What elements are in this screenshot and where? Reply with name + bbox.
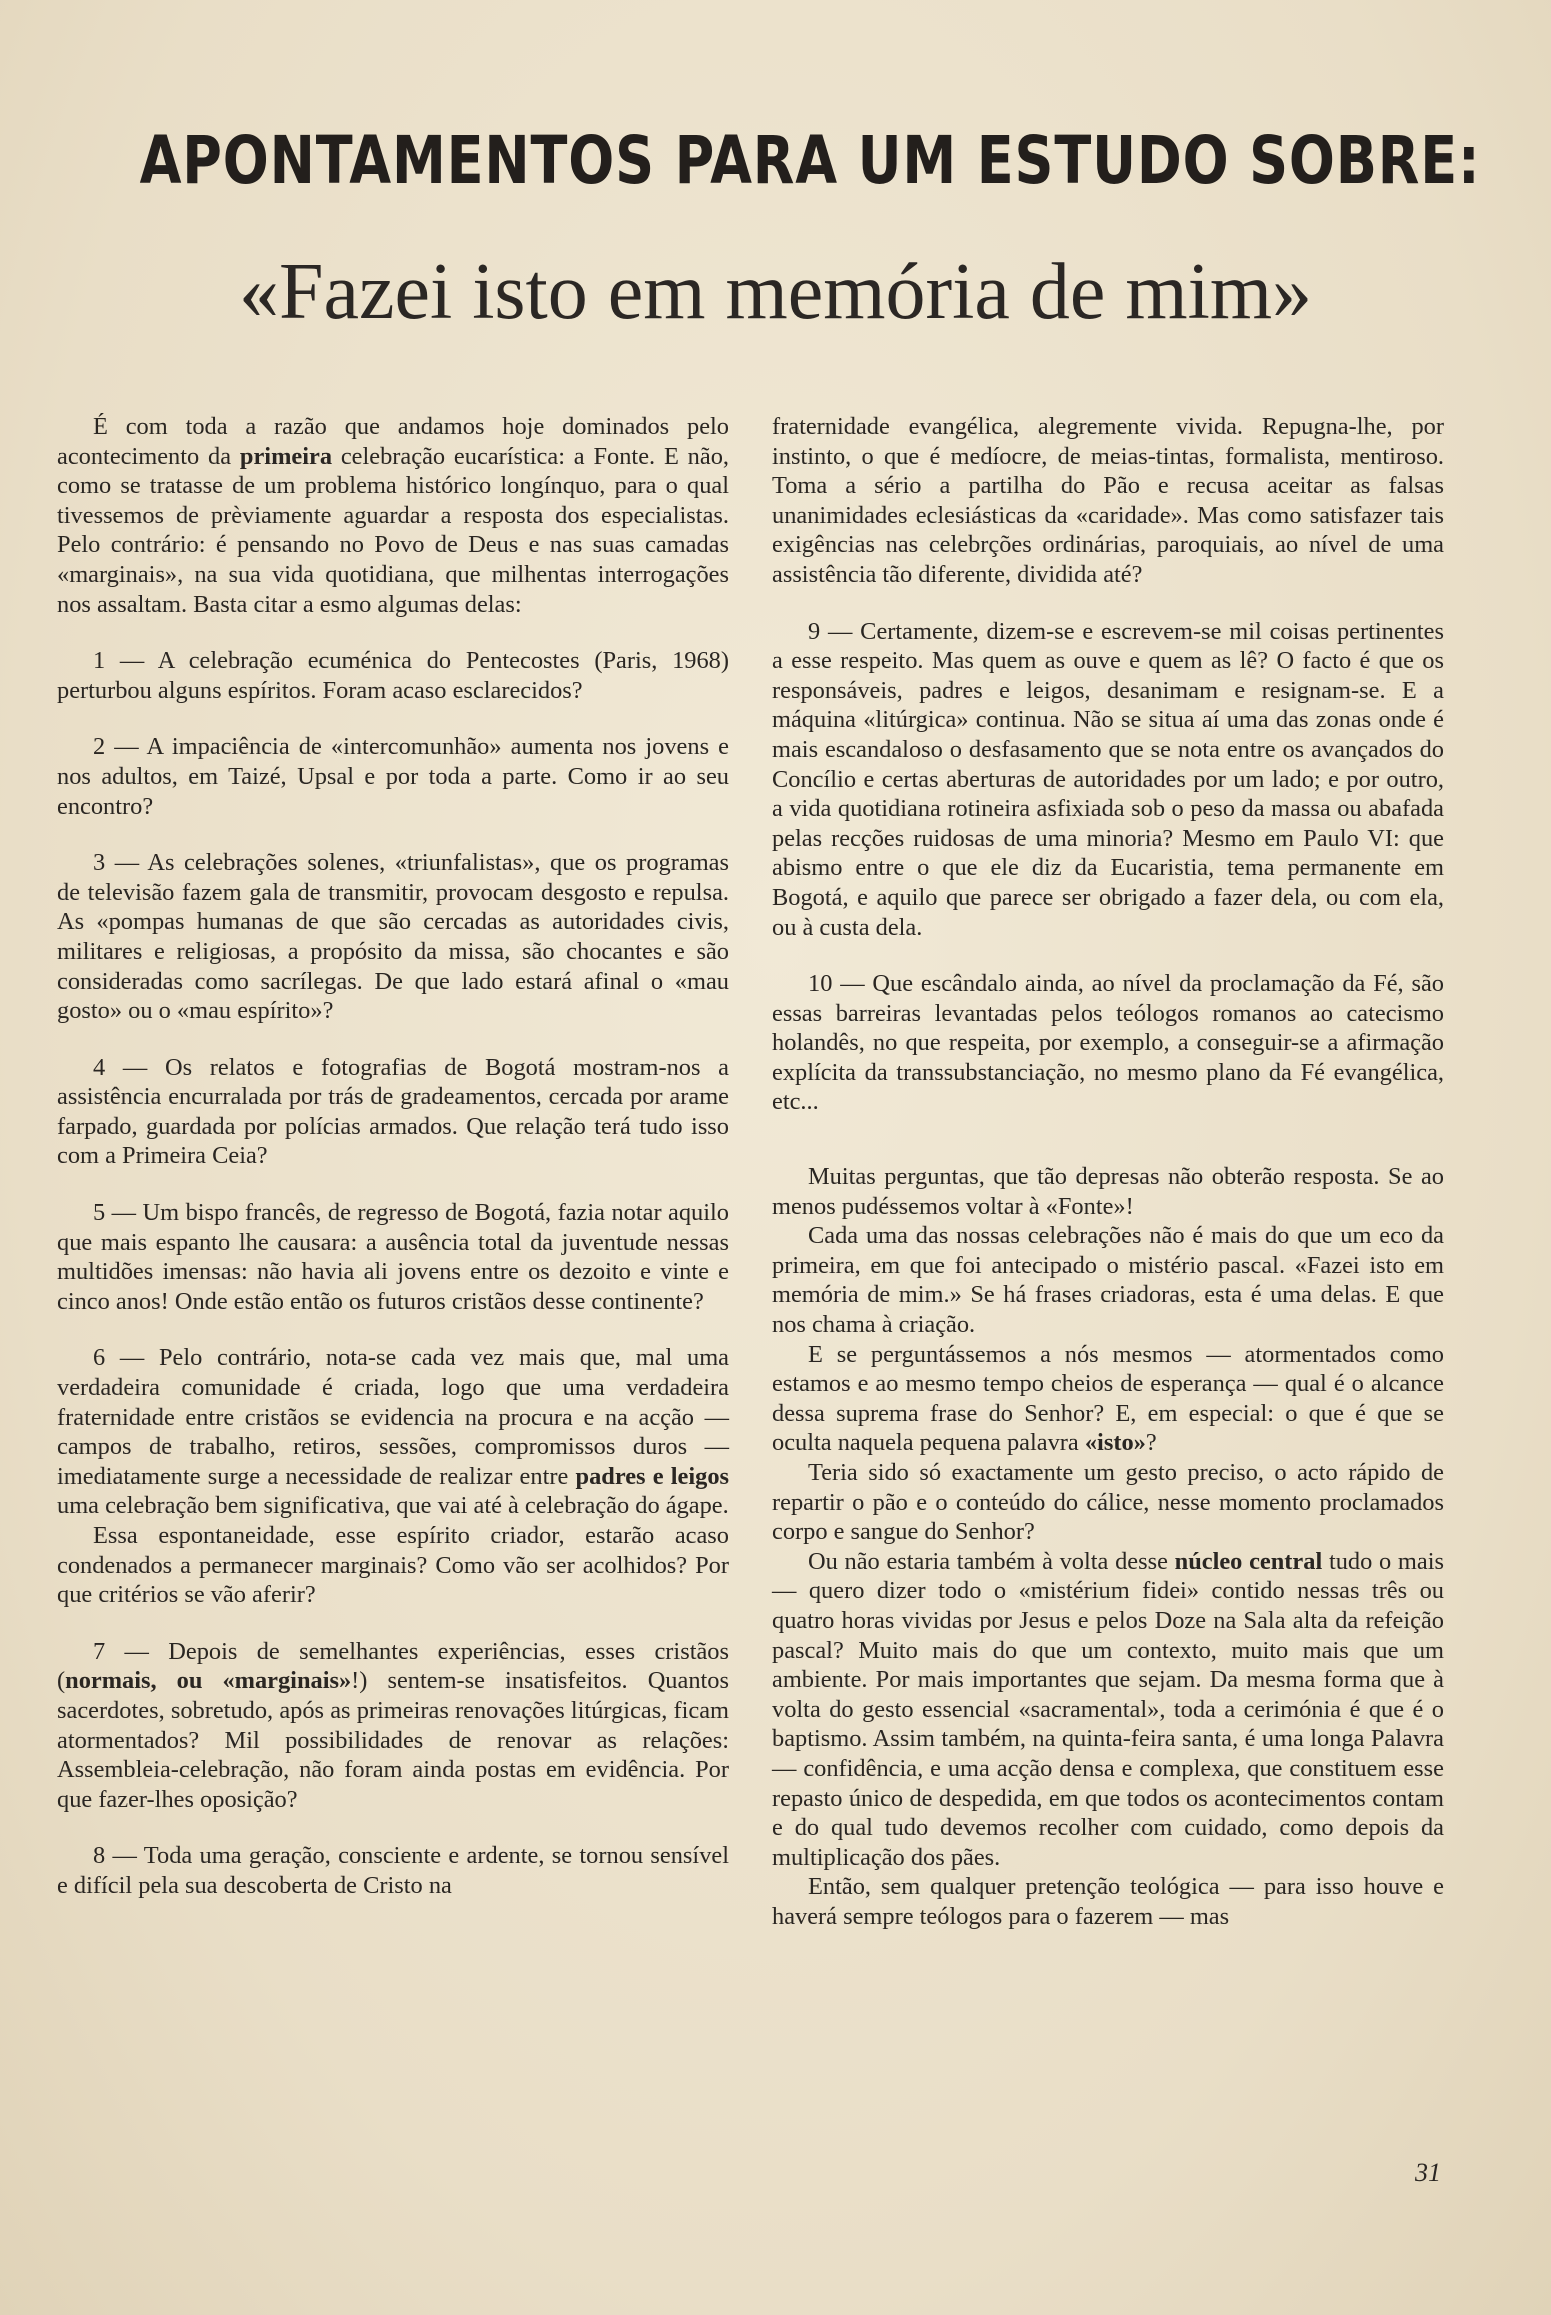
left-paragraph-10: 8 — Toda uma geração, consciente e ardente, se tornou sensível e difícil pela sua descoberta de Cristo na bbox=[57, 1842, 729, 1899]
left-column bbox=[57, 412, 729, 1901]
article-kicker: APONTAMENTOS PARA UM ESTUDO SOBRE: bbox=[139, 122, 1481, 199]
right-paragraph-2: 9 — Certamente, dizem-se e escrevem-se mil coisas pertinentes a esse respeito. Mas quem as ouve e quem as lê? O facto é que os responsáveis, padres e leigos, desanimam e resignam-se. E a máquina «litúrgica» continua. Não se situa aí uma das zonas onde é mais escandaloso o desfasamento que se nota entre os avançados do Concílio e certas aberturas de autoridades por um lado; e por outro, a vida quotidiana rotineira asfixiada sob o peso da massa ou abafada pelas recções ruidosas de uma minoria? Mesmo em Paulo VI: que abismo entre o que ele diz da Eucaristia, tema permanente em Bogotá, e aquilo que parece ser obrigado a fazer dela, ou com ela, ou à custa dela. bbox=[772, 617, 1444, 941]
left-paragraph-4: 3 — As celebrações solenes, «triunfalistas», que os programas de televisão fazem gala de transmitir, provocam desgosto e repulsa. As «pompas humanas de que são cercadas as autoridades civis, militares e religiosas, a propósito da missa, são chocantes e são consideradas como sacrílegas. De que lado estará afinal o «mau gosto» ou o «mau espírito»? bbox=[57, 849, 729, 1025]
right-column bbox=[772, 412, 1444, 1932]
left-paragraph-6: 5 — Um bispo francês, de regresso de Bogotá, fazia notar aquilo que mais espanto lhe causara: a ausência total da juventude nessas multidões imensas: não havia ali jovens entre os dezoito e vinte e cinco anos! Onde estão então os futuros cristãos desse continente? bbox=[57, 1199, 729, 1315]
left-paragraph-3: 2 — A impaciência de «intercomunhão» aumenta nos jovens e nos adultos, em Taizé, Upsal e por toda a parte. Como ir ao seu encontro? bbox=[57, 733, 729, 820]
left-paragraph-5: 4 — Os relatos e fotografias de Bogotá mostram-nos a assistência encurralada por trás de gradeamentos, cercada por arame farpado, guardada por polícias armados. Que relação terá tudo isso com a Primeira Ceia? bbox=[57, 1053, 729, 1170]
right-paragraph-1: fraternidade evangélica, alegremente vivida. Repugna-lhe, por instinto, o que é medíocre, de meias-tintas, formalista, mentiroso. Toma a sério a partilha do Pão e recusa aceitar as falsas unanimidades eclesiásticas da «caridade». Mas como satisfazer tais exigências nas celebrções ordinárias, paroquiais, ao nível de uma assistência tão diferente, dividida até? bbox=[772, 413, 1444, 588]
article-title: «Fazei isto em memória de mim» bbox=[238, 248, 1313, 336]
left-paragraph-8: Essa espontaneidade, esse espírito criador, estarão acaso condenados a permanecer marginais? Como vão ser acolhidos? Por que critérios se vão aferir? bbox=[57, 1522, 729, 1609]
right-paragraph-8: Ou não estaria também à volta desse núcleo central tudo o mais — quero dizer todo o «mistérium fidei» contido nessas três ou quatro horas vividas por Jesus e pelos Doze na Sala alta da refeição pascal? Muito mais do que um contexto, muito mais que um ambiente. Por mais importantes que sejam. Da mesma forma que à volta do gesto essencial «sacramental», toda a cerimónia é que é o baptismo. Assim também, na quinta-feira santa, é uma longa Palavra — confidência, e uma acção densa e complexa, que constituem esse repasto único de despedida, em que todos os acontecimentos contam e do qual tudo devemos recolher com cuidado, como depois da multiplicação dos pães. bbox=[772, 1547, 1444, 1871]
right-paragraph-6: E se perguntássemos a nós mesmos — atormentados como estamos e ao mesmo tempo cheios de esperança — qual é o alcance dessa suprema frase do Senhor? E, em especial: o que é que se oculta naquela pequena palavra «isto»? bbox=[772, 1340, 1444, 1457]
right-paragraph-3: 10 — Que escândalo ainda, ao nível da proclamação da Fé, são essas barreiras levantadas pelos teólogos romanos ao catecismo holandês, no que respeita, por exemplo, a conseguir-se a afirmação explícita da transsubstanciação, no mesmo plano da Fé evangélica, etc... bbox=[772, 970, 1444, 1116]
article-header bbox=[0, 122, 1551, 336]
right-paragraph-7: Teria sido só exactamente um gesto preciso, o acto rápido de repartir o pão e o conteúdo do cálice, nesse momento proclamados corpo e sangue do Senhor? bbox=[772, 1459, 1444, 1546]
right-paragraph-9: Então, sem qualquer pretenção teológica — para isso houve e haverá sempre teólogos para o fazerem — mas bbox=[772, 1873, 1444, 1930]
left-paragraph-9: 7 — Depois de semelhantes experiências, esses cristãos (normais, ou «marginais»!) sentem-se insatisfeitos. Quantos sacerdotes, sobretudo, após as primeiras renovações litúrgicas, ficam atormentados? Mil possibilidades de renovar as relações: Assembleia-celebração, não foram ainda postas em evidência. Por que fazer-lhes oposição? bbox=[57, 1637, 729, 1813]
right-paragraph-5: Cada uma das nossas celebrações não é mais do que um eco da primeira, em que foi antecipado o mistério pascal. «Fazei isto em memória de mim.» Se há frases criadoras, esta é uma delas. E que nos chama à criação. bbox=[772, 1222, 1444, 1339]
left-paragraph-2: 1 — A celebração ecuménica do Pentecostes (Paris, 1968) perturbou alguns espíritos. Foram acaso esclarecidos? bbox=[57, 647, 729, 704]
right-paragraph-4: Muitas perguntas, que tão depresas não obterão resposta. Se ao menos pudéssemos voltar à «Fonte»! bbox=[772, 1163, 1444, 1220]
left-paragraph-7: 6 — Pelo contrário, nota-se cada vez mais que, mal uma verdadeira comunidade é criada, logo que uma verdadeira fraternidade entre cristãos se evidencia na procura e na acção — campos de trabalho, retiros, sessões, compromissos duros — imediatamente surge a necessidade de realizar entre padres e leigos uma celebração bem significativa, que vai até à celebração do ágape. bbox=[57, 1344, 730, 1520]
page-number: 31 bbox=[1415, 2158, 1441, 2187]
left-paragraph-1: É com toda a razão que andamos hoje dominados pelo acontecimento da primeira celebração eucarística: a Fonte. E não, como se tratasse de um problema histórico longínquo, para o qual tivessemos de prèviamente aguardar a resposta dos especialistas. Pelo contrário: é pensando no Povo de Deus e nas suas camadas «marginais», na sua vida quotidiana, que milhentas interrogações nos assaltam. Basta citar a esmo algumas delas: bbox=[57, 413, 729, 618]
